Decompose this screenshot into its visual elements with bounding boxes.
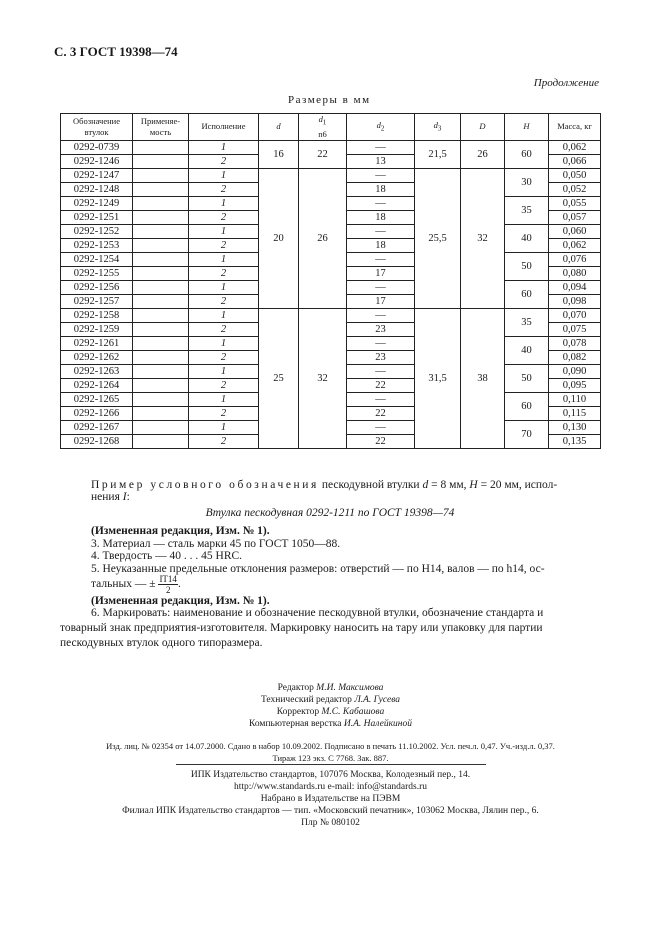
cell-H: 60 bbox=[505, 392, 549, 420]
cell-version: 1 bbox=[189, 308, 259, 322]
cell-version: 2 bbox=[189, 378, 259, 392]
cell-version: 2 bbox=[189, 322, 259, 336]
cell-version: 1 bbox=[189, 420, 259, 434]
table-row bbox=[61, 140, 601, 154]
cell-mass: 0,094 bbox=[549, 280, 601, 294]
cell-version: 2 bbox=[189, 238, 259, 252]
table-body bbox=[61, 140, 601, 448]
cell-applicability bbox=[133, 196, 189, 210]
cell-applicability bbox=[133, 406, 189, 420]
cell-d2: 18 bbox=[347, 210, 415, 224]
cell-d2: 22 bbox=[347, 406, 415, 420]
credit-tech-editor: Технический редактор Л.А. Гусева bbox=[260, 695, 401, 705]
cell-version: 2 bbox=[189, 434, 259, 448]
item-5-line-2: тальных — ± $\frac{IT14}{2}$. bbox=[91, 574, 181, 595]
cell-D: 26 bbox=[461, 140, 505, 168]
cell-d2: — bbox=[347, 252, 415, 266]
cell-applicability bbox=[133, 378, 189, 392]
col-mass: Масса, кг bbox=[549, 114, 601, 141]
cell-mass: 0,095 bbox=[549, 378, 601, 392]
cell-d1: 32 bbox=[299, 308, 347, 448]
cell-designation: 0292-1251 bbox=[61, 210, 133, 224]
divider bbox=[176, 764, 486, 765]
cell-mass: 0,055 bbox=[549, 196, 601, 210]
cell-mass: 0,066 bbox=[549, 154, 601, 168]
example-line-1: Пример условного обозначения пескодувной втулки d = 8 мм, H = 20 мм, испол- bbox=[91, 479, 558, 491]
col-version: Исполнение bbox=[189, 114, 259, 141]
cell-designation: 0292-1256 bbox=[61, 280, 133, 294]
cell-d2: — bbox=[347, 196, 415, 210]
cell-mass: 0,080 bbox=[549, 266, 601, 280]
cell-d1: 26 bbox=[299, 168, 347, 308]
col-designation: Обозначение втулок bbox=[61, 114, 133, 141]
cell-D: 38 bbox=[461, 308, 505, 448]
cell-mass: 0,082 bbox=[549, 350, 601, 364]
cell-designation: 0292-1263 bbox=[61, 364, 133, 378]
cell-applicability bbox=[133, 322, 189, 336]
cell-applicability bbox=[133, 210, 189, 224]
cell-mass: 0,115 bbox=[549, 406, 601, 420]
cell-mass: 0,060 bbox=[549, 224, 601, 238]
cell-designation: 0292-1257 bbox=[61, 294, 133, 308]
cell-designation: 0292-1247 bbox=[61, 168, 133, 182]
example-line-2: нения I: bbox=[91, 491, 130, 503]
cell-applicability bbox=[133, 350, 189, 364]
cell-version: 2 bbox=[189, 294, 259, 308]
cell-version: 1 bbox=[189, 364, 259, 378]
cell-designation: 0292-1267 bbox=[61, 420, 133, 434]
cell-d2: — bbox=[347, 168, 415, 182]
cell-applicability bbox=[133, 154, 189, 168]
cell-mass: 0,057 bbox=[549, 210, 601, 224]
cell-d: 20 bbox=[259, 168, 299, 308]
cell-d2: — bbox=[347, 140, 415, 154]
cell-D: 32 bbox=[461, 168, 505, 308]
item-3: 3. Материал — сталь марки 45 по ГОСТ 1050—88. bbox=[91, 538, 341, 550]
cell-designation: 0292-1248 bbox=[61, 182, 133, 196]
cell-version: 1 bbox=[189, 224, 259, 238]
cell-d2: — bbox=[347, 308, 415, 322]
publication-info-1: Изд. лиц. № 02354 от 14.07.2000. Сдано в набор 10.09.2002. Подписано в печать 11.10.2002. Усл. печ.л. 0,47. Уч.-изд.л. 0,37. bbox=[106, 741, 555, 751]
cell-mass: 0,098 bbox=[549, 294, 601, 308]
cell-version: 2 bbox=[189, 154, 259, 168]
cell-d2: 17 bbox=[347, 266, 415, 280]
cell-mass: 0,062 bbox=[549, 238, 601, 252]
bushing-table bbox=[60, 113, 601, 449]
cell-version: 1 bbox=[189, 196, 259, 210]
cell-mass: 0,076 bbox=[549, 252, 601, 266]
cell-d2: 22 bbox=[347, 434, 415, 448]
cell-applicability bbox=[133, 182, 189, 196]
cell-d2: — bbox=[347, 280, 415, 294]
cell-mass: 0,062 bbox=[549, 140, 601, 154]
cell-version: 1 bbox=[189, 140, 259, 154]
cell-designation: 0292-1258 bbox=[61, 308, 133, 322]
cell-version: 1 bbox=[189, 392, 259, 406]
cell-applicability bbox=[133, 420, 189, 434]
page-header: С. 3 ГОСТ 19398—74 bbox=[54, 44, 178, 59]
cell-version: 1 bbox=[189, 336, 259, 350]
cell-mass: 0,110 bbox=[549, 392, 601, 406]
printer-address: Филиал ИПК Издательство стандартов — тип. «Московский печатник», 103062 Москва, Лялин пер., 6. bbox=[122, 806, 539, 816]
cell-designation: 0292-1266 bbox=[61, 406, 133, 420]
cell-H: 60 bbox=[505, 140, 549, 168]
cell-version: 2 bbox=[189, 210, 259, 224]
col-d: d bbox=[259, 114, 299, 141]
cell-designation: 0292-1246 bbox=[61, 154, 133, 168]
cell-H: 35 bbox=[505, 196, 549, 224]
publication-info-2: Тираж 123 экз. С 7768. Зак. 887. bbox=[272, 753, 389, 763]
cell-designation: 0292-1262 bbox=[61, 350, 133, 364]
col-applicability: Применяе-мость bbox=[133, 114, 189, 141]
cell-applicability bbox=[133, 294, 189, 308]
item-6-line-2: товарный знак предприятия-изготовителя. Маркировку наносить на тару или упаковку для партии bbox=[60, 622, 543, 634]
cell-H: 50 bbox=[505, 252, 549, 280]
credit-editor: Редактор М.И. Максимова bbox=[277, 683, 384, 693]
cell-d3: 21,5 bbox=[415, 140, 461, 168]
cell-H: 50 bbox=[505, 364, 549, 392]
cell-designation: 0292-1255 bbox=[61, 266, 133, 280]
revision-note-2: (Измененная редакция, Изм. № 1). bbox=[91, 595, 270, 607]
credit-corrector: Корректор М.С. Кабашова bbox=[276, 707, 385, 717]
cell-designation: 0292-1259 bbox=[61, 322, 133, 336]
table-header-row bbox=[61, 114, 601, 141]
cell-d3: 31,5 bbox=[415, 308, 461, 448]
cell-mass: 0,075 bbox=[549, 322, 601, 336]
cell-applicability bbox=[133, 266, 189, 280]
cell-d: 25 bbox=[259, 308, 299, 448]
cell-applicability bbox=[133, 252, 189, 266]
cell-d2: 23 bbox=[347, 322, 415, 336]
item-6-line-1: 6. Маркировать: наименование и обозначение пескодувной втулки, обозначение стандарта и bbox=[91, 607, 544, 619]
cell-applicability bbox=[133, 336, 189, 350]
cell-applicability bbox=[133, 280, 189, 294]
printer-license: Плр № 080102 bbox=[301, 818, 360, 828]
cell-mass: 0,052 bbox=[549, 182, 601, 196]
cell-designation: 0292-1264 bbox=[61, 378, 133, 392]
cell-designation: 0292-1249 bbox=[61, 196, 133, 210]
cell-applicability bbox=[133, 434, 189, 448]
cell-mass: 0,135 bbox=[549, 434, 601, 448]
cell-mass: 0,070 bbox=[549, 308, 601, 322]
col-d1: $d_1$ n6 bbox=[299, 114, 347, 141]
cell-H: 40 bbox=[505, 336, 549, 364]
cell-designation: 0292-1268 bbox=[61, 434, 133, 448]
cell-mass: 0,130 bbox=[549, 420, 601, 434]
cell-designation: 0292-1252 bbox=[61, 224, 133, 238]
cell-version: 1 bbox=[189, 168, 259, 182]
cell-H: 40 bbox=[505, 224, 549, 252]
cell-d3: 25,5 bbox=[415, 168, 461, 308]
revision-note-1: (Измененная редакция, Изм. № 1). bbox=[91, 525, 270, 537]
cell-applicability bbox=[133, 238, 189, 252]
cell-d2: 18 bbox=[347, 238, 415, 252]
item-5-line-1: 5. Неуказанные предельные отклонения размеров: отверстий — по H14, валов — по h14, ос- bbox=[91, 563, 545, 575]
table-row bbox=[61, 168, 601, 182]
col-D: D bbox=[461, 114, 505, 141]
col-d3: $d_3$ bbox=[415, 114, 461, 141]
dimensions-caption: Размеры в мм bbox=[288, 94, 371, 106]
cell-mass: 0,078 bbox=[549, 336, 601, 350]
publisher-typeset: Набрано в Издательстве на ПЭВМ bbox=[260, 794, 401, 804]
cell-designation: 0292-1265 bbox=[61, 392, 133, 406]
cell-d1: 22 bbox=[299, 140, 347, 168]
cell-d2: 17 bbox=[347, 294, 415, 308]
item-4: 4. Твердость — 40 . . . 45 HRC. bbox=[91, 550, 243, 562]
cell-version: 2 bbox=[189, 182, 259, 196]
cell-designation: 0292-0739 bbox=[61, 140, 133, 154]
col-H: H bbox=[505, 114, 549, 141]
example-designation: Втулка пескодувная 0292-1211 по ГОСТ 19398—74 bbox=[205, 507, 455, 519]
cell-version: 1 bbox=[189, 252, 259, 266]
tolerance-fraction: $\frac{IT14}{2}$ bbox=[159, 574, 177, 595]
cell-designation: 0292-1253 bbox=[61, 238, 133, 252]
cell-version: 2 bbox=[189, 406, 259, 420]
cell-mass: 0,050 bbox=[549, 168, 601, 182]
continuation-label: Продолжение bbox=[533, 77, 599, 89]
cell-d2: — bbox=[347, 420, 415, 434]
cell-designation: 0292-1261 bbox=[61, 336, 133, 350]
cell-d2: — bbox=[347, 224, 415, 238]
table-row bbox=[61, 308, 601, 322]
cell-mass: 0,090 bbox=[549, 364, 601, 378]
cell-applicability bbox=[133, 392, 189, 406]
cell-H: 60 bbox=[505, 280, 549, 308]
cell-version: 2 bbox=[189, 266, 259, 280]
cell-d2: 23 bbox=[347, 350, 415, 364]
cell-d2: — bbox=[347, 364, 415, 378]
cell-applicability bbox=[133, 224, 189, 238]
cell-applicability bbox=[133, 308, 189, 322]
cell-H: 30 bbox=[505, 168, 549, 196]
col-d2: $d_2$ bbox=[347, 114, 415, 141]
cell-version: 1 bbox=[189, 280, 259, 294]
cell-H: 35 bbox=[505, 308, 549, 336]
cell-d2: 13 bbox=[347, 154, 415, 168]
cell-d: 16 bbox=[259, 140, 299, 168]
cell-designation: 0292-1254 bbox=[61, 252, 133, 266]
credit-layout: Компьютерная верстка И.А. Налейкиной bbox=[249, 719, 412, 729]
item-6-line-3: пескодувных втулок одного типоразмера. bbox=[60, 637, 263, 649]
cell-d2: 22 bbox=[347, 378, 415, 392]
cell-d2: — bbox=[347, 336, 415, 350]
cell-version: 2 bbox=[189, 350, 259, 364]
cell-applicability bbox=[133, 364, 189, 378]
cell-H: 70 bbox=[505, 420, 549, 448]
cell-d2: 18 bbox=[347, 182, 415, 196]
publisher-address: ИПК Издательство стандартов, 107076 Москва, Колодезный пер., 14. bbox=[190, 770, 471, 780]
cell-d2: — bbox=[347, 392, 415, 406]
publisher-web: http://www.standards.ru e-mail: info@standards.ru bbox=[233, 782, 428, 792]
cell-applicability bbox=[133, 168, 189, 182]
cell-applicability bbox=[133, 140, 189, 154]
